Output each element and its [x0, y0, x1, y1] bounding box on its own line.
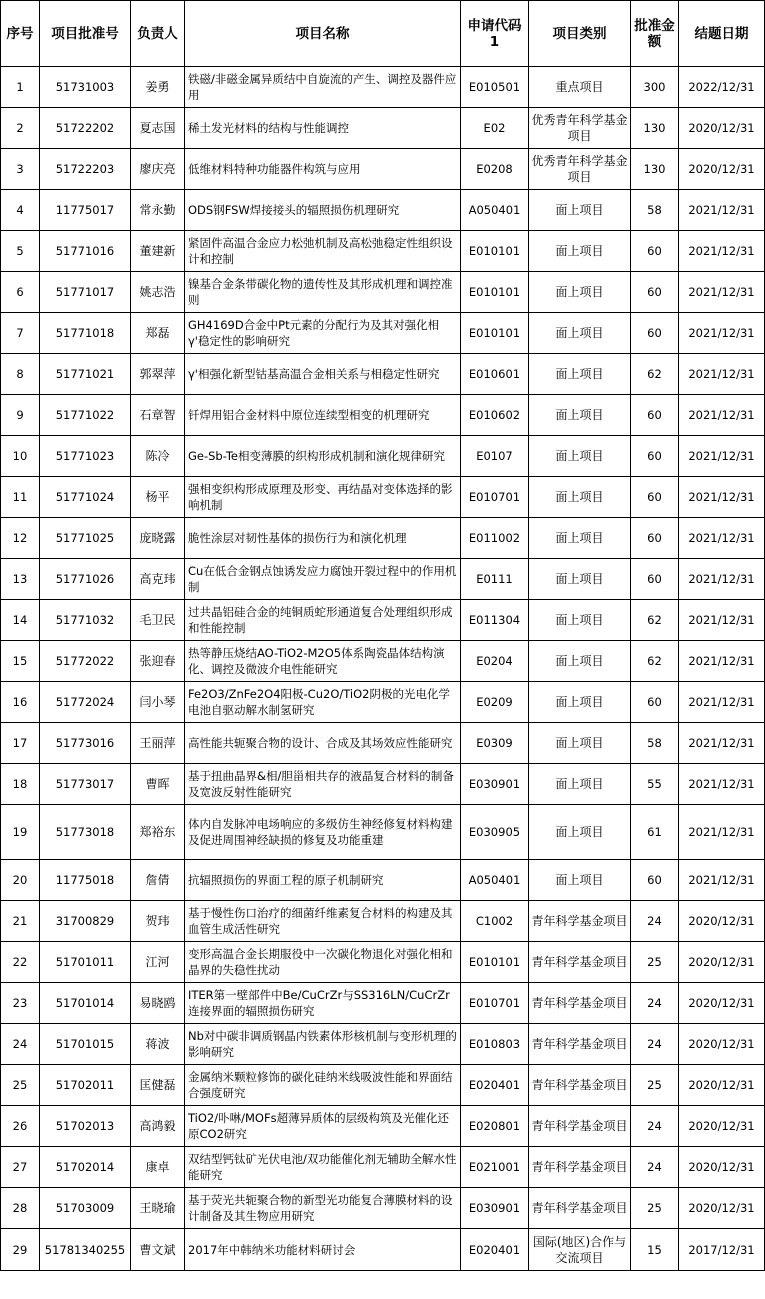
- header-approval-no: 项目批准号: [40, 1, 131, 67]
- cell-approval-no: 51771018: [40, 313, 131, 354]
- cell-seq: 20: [1, 860, 40, 901]
- table-row: [1, 723, 765, 764]
- cell-end-date: 2020/12/31: [679, 108, 765, 149]
- cell-approval-no: 51771024: [40, 477, 131, 518]
- cell-seq: 21: [1, 901, 40, 942]
- cell-amount: 58: [631, 723, 679, 764]
- cell-project-name: 高性能共轭聚合物的设计、合成及其场效应性能研究: [185, 723, 461, 764]
- cell-amount: 300: [631, 67, 679, 108]
- cell-amount: 60: [631, 559, 679, 600]
- cell-code: E011002: [461, 518, 529, 559]
- cell-project-name: 变形高温合金长期服役中一次碳化物退化对强化相和晶界的失稳性扰动: [185, 942, 461, 983]
- cell-end-date: 2021/12/31: [679, 190, 765, 231]
- table-row: [1, 272, 765, 313]
- cell-end-date: 2020/12/31: [679, 901, 765, 942]
- header-code: 申请代码1: [461, 1, 529, 67]
- cell-project-name: ODS钢FSW焊接接头的辐照损伤机理研究: [185, 190, 461, 231]
- cell-code: E010101: [461, 272, 529, 313]
- cell-amount: 60: [631, 477, 679, 518]
- table-row: [1, 149, 765, 190]
- cell-code: E010101: [461, 313, 529, 354]
- cell-owner: 高克玮: [131, 559, 185, 600]
- cell-approval-no: 51773016: [40, 723, 131, 764]
- table-row: [1, 1024, 765, 1065]
- cell-end-date: 2021/12/31: [679, 354, 765, 395]
- table-row: [1, 108, 765, 149]
- cell-amount: 60: [631, 272, 679, 313]
- cell-code: E0209: [461, 682, 529, 723]
- cell-seq: 29: [1, 1229, 40, 1271]
- table-row: [1, 641, 765, 682]
- table-row: [1, 983, 765, 1024]
- cell-code: E020401: [461, 1229, 529, 1271]
- cell-end-date: 2021/12/31: [679, 231, 765, 272]
- cell-project-name: 基于慢性伤口治疗的细菌纤维素复合材料的构建及其血管生成活性研究: [185, 901, 461, 942]
- cell-end-date: 2020/12/31: [679, 1147, 765, 1188]
- cell-approval-no: 51771017: [40, 272, 131, 313]
- cell-category: 青年科学基金项目: [529, 983, 631, 1024]
- cell-approval-no: 51771022: [40, 395, 131, 436]
- cell-amount: 60: [631, 518, 679, 559]
- cell-code: E020401: [461, 1065, 529, 1106]
- cell-category: 面上项目: [529, 860, 631, 901]
- cell-project-name: TiO2/卟啉/MOFs超薄异质体的层级构筑及光催化还原CO2研究: [185, 1106, 461, 1147]
- cell-owner: 康卓: [131, 1147, 185, 1188]
- cell-approval-no: 51773017: [40, 764, 131, 805]
- cell-seq: 18: [1, 764, 40, 805]
- cell-end-date: 2021/12/31: [679, 518, 765, 559]
- header-amount: 批准金额: [631, 1, 679, 67]
- cell-owner: 曹晖: [131, 764, 185, 805]
- cell-code: E010803: [461, 1024, 529, 1065]
- cell-amount: 130: [631, 149, 679, 190]
- cell-end-date: 2021/12/31: [679, 682, 765, 723]
- cell-category: 面上项目: [529, 395, 631, 436]
- cell-category: 面上项目: [529, 805, 631, 860]
- cell-seq: 28: [1, 1188, 40, 1229]
- cell-amount: 25: [631, 1065, 679, 1106]
- cell-category: 青年科学基金项目: [529, 901, 631, 942]
- header-end-date: 结题日期: [679, 1, 765, 67]
- cell-category: 面上项目: [529, 477, 631, 518]
- cell-approval-no: 51771023: [40, 436, 131, 477]
- cell-end-date: 2021/12/31: [679, 436, 765, 477]
- cell-code: E010101: [461, 942, 529, 983]
- table-row: [1, 231, 765, 272]
- cell-category: 面上项目: [529, 313, 631, 354]
- cell-approval-no: 51771016: [40, 231, 131, 272]
- cell-project-name: 低维材料特种功能器件构筑与应用: [185, 149, 461, 190]
- table-body: [1, 67, 765, 1271]
- cell-end-date: 2021/12/31: [679, 559, 765, 600]
- cell-seq: 14: [1, 600, 40, 641]
- cell-category: 青年科学基金项目: [529, 1147, 631, 1188]
- cell-project-name: 稀土发光材料的结构与性能调控: [185, 108, 461, 149]
- cell-seq: 10: [1, 436, 40, 477]
- cell-end-date: 2020/12/31: [679, 1106, 765, 1147]
- cell-approval-no: 31700829: [40, 901, 131, 942]
- cell-project-name: Nb对中碳非调质钢晶内铁素体形核机制与变形机理的影响研究: [185, 1024, 461, 1065]
- cell-amount: 60: [631, 313, 679, 354]
- cell-end-date: 2017/12/31: [679, 1229, 765, 1271]
- cell-code: E010601: [461, 354, 529, 395]
- cell-end-date: 2022/12/31: [679, 67, 765, 108]
- cell-seq: 13: [1, 559, 40, 600]
- cell-approval-no: 51722202: [40, 108, 131, 149]
- cell-owner: 石章智: [131, 395, 185, 436]
- cell-seq: 24: [1, 1024, 40, 1065]
- cell-owner: 董建新: [131, 231, 185, 272]
- cell-project-name: 2017年中韩纳米功能材料研讨会: [185, 1229, 461, 1271]
- cell-code: E030901: [461, 764, 529, 805]
- cell-owner: 廖庆亮: [131, 149, 185, 190]
- cell-code: E0111: [461, 559, 529, 600]
- cell-project-name: γ'相强化新型钴基高温合金相关系与相稳定性研究: [185, 354, 461, 395]
- cell-seq: 11: [1, 477, 40, 518]
- cell-approval-no: 51731003: [40, 67, 131, 108]
- cell-amount: 25: [631, 942, 679, 983]
- cell-project-name: 抗辐照损伤的界面工程的原子机制研究: [185, 860, 461, 901]
- cell-approval-no: 51702011: [40, 1065, 131, 1106]
- cell-amount: 24: [631, 1147, 679, 1188]
- cell-amount: 24: [631, 1024, 679, 1065]
- cell-amount: 60: [631, 231, 679, 272]
- cell-amount: 60: [631, 436, 679, 477]
- cell-owner: 夏志国: [131, 108, 185, 149]
- table-row: [1, 354, 765, 395]
- table-row: [1, 682, 765, 723]
- cell-code: E02: [461, 108, 529, 149]
- cell-code: C1002: [461, 901, 529, 942]
- cell-project-name: GH4169D合金中Pt元素的分配行为及其对强化相γ'稳定性的影响研究: [185, 313, 461, 354]
- table-row: [1, 477, 765, 518]
- table-row: [1, 559, 765, 600]
- cell-end-date: 2020/12/31: [679, 1065, 765, 1106]
- cell-approval-no: 51771032: [40, 600, 131, 641]
- cell-owner: 闫小琴: [131, 682, 185, 723]
- cell-code: A050401: [461, 860, 529, 901]
- cell-seq: 15: [1, 641, 40, 682]
- table-row: [1, 805, 765, 860]
- cell-code: E010701: [461, 477, 529, 518]
- cell-amount: 25: [631, 1188, 679, 1229]
- cell-owner: 陈冷: [131, 436, 185, 477]
- cell-end-date: 2021/12/31: [679, 600, 765, 641]
- table-row: [1, 395, 765, 436]
- cell-amount: 62: [631, 354, 679, 395]
- cell-end-date: 2021/12/31: [679, 764, 765, 805]
- cell-approval-no: 51722203: [40, 149, 131, 190]
- table-row: [1, 1106, 765, 1147]
- cell-category: 面上项目: [529, 272, 631, 313]
- table-row: [1, 860, 765, 901]
- cell-end-date: 2020/12/31: [679, 1024, 765, 1065]
- cell-category: 面上项目: [529, 518, 631, 559]
- header-seq: 序号: [1, 1, 40, 67]
- table-row: [1, 764, 765, 805]
- cell-category: 面上项目: [529, 641, 631, 682]
- cell-category: 重点项目: [529, 67, 631, 108]
- cell-end-date: 2020/12/31: [679, 942, 765, 983]
- table-row: [1, 600, 765, 641]
- cell-code: E0208: [461, 149, 529, 190]
- cell-seq: 2: [1, 108, 40, 149]
- cell-approval-no: 51771026: [40, 559, 131, 600]
- cell-seq: 26: [1, 1106, 40, 1147]
- cell-seq: 19: [1, 805, 40, 860]
- cell-owner: 杨平: [131, 477, 185, 518]
- cell-end-date: 2021/12/31: [679, 272, 765, 313]
- cell-approval-no: 51771021: [40, 354, 131, 395]
- cell-approval-no: 51781340255: [40, 1229, 131, 1271]
- cell-amount: 60: [631, 395, 679, 436]
- cell-project-name: Cu在低合金钢点蚀诱发应力腐蚀开裂过程中的作用机制: [185, 559, 461, 600]
- cell-code: E030905: [461, 805, 529, 860]
- cell-owner: 常永勤: [131, 190, 185, 231]
- cell-amount: 58: [631, 190, 679, 231]
- cell-end-date: 2021/12/31: [679, 860, 765, 901]
- cell-seq: 16: [1, 682, 40, 723]
- cell-project-name: Fe2O3/ZnFe2O4阳极-Cu2O/TiO2阴极的光电化学电池自驱动解水制氢研究: [185, 682, 461, 723]
- cell-category: 面上项目: [529, 190, 631, 231]
- cell-owner: 蒋波: [131, 1024, 185, 1065]
- cell-approval-no: 51701015: [40, 1024, 131, 1065]
- cell-amount: 60: [631, 860, 679, 901]
- cell-owner: 张迎春: [131, 641, 185, 682]
- cell-amount: 24: [631, 983, 679, 1024]
- cell-project-name: 过共晶铝硅合金的纯铜质蛇形通道复合处理组织形成和性能控制: [185, 600, 461, 641]
- cell-owner: 匡健磊: [131, 1065, 185, 1106]
- cell-end-date: 2021/12/31: [679, 313, 765, 354]
- cell-category: 青年科学基金项目: [529, 1106, 631, 1147]
- cell-project-name: 体内自发脉冲电场响应的多级仿生神经修复材料构建及促进周围神经缺损的修复及功能重建: [185, 805, 461, 860]
- cell-project-name: ITER第一壁部件中Be/CuCrZr与SS316LN/CuCrZr连接界面的辐照损伤研究: [185, 983, 461, 1024]
- cell-owner: 庞晓露: [131, 518, 185, 559]
- cell-code: E010501: [461, 67, 529, 108]
- cell-amount: 55: [631, 764, 679, 805]
- cell-category: 优秀青年科学基金项目: [529, 149, 631, 190]
- table-row: [1, 190, 765, 231]
- cell-approval-no: 51702013: [40, 1106, 131, 1147]
- cell-owner: 高鸿毅: [131, 1106, 185, 1147]
- cell-code: E010602: [461, 395, 529, 436]
- cell-seq: 25: [1, 1065, 40, 1106]
- cell-approval-no: 51701011: [40, 942, 131, 983]
- table-row: [1, 1147, 765, 1188]
- cell-approval-no: 51702014: [40, 1147, 131, 1188]
- cell-owner: 郑裕东: [131, 805, 185, 860]
- cell-end-date: 2020/12/31: [679, 983, 765, 1024]
- cell-owner: 曹文斌: [131, 1229, 185, 1271]
- cell-end-date: 2020/12/31: [679, 1188, 765, 1229]
- cell-amount: 61: [631, 805, 679, 860]
- cell-seq: 6: [1, 272, 40, 313]
- cell-project-name: 钎焊用铝合金材料中原位连续型相变的机理研究: [185, 395, 461, 436]
- table-row: [1, 313, 765, 354]
- cell-project-name: 铁磁/非磁金属异质结中自旋流的产生、调控及器件应用: [185, 67, 461, 108]
- cell-approval-no: 11775017: [40, 190, 131, 231]
- cell-category: 国际(地区)合作与交流项目: [529, 1229, 631, 1271]
- cell-owner: 贺玮: [131, 901, 185, 942]
- cell-end-date: 2021/12/31: [679, 477, 765, 518]
- table-row: [1, 67, 765, 108]
- cell-approval-no: 51772022: [40, 641, 131, 682]
- cell-owner: 姚志浩: [131, 272, 185, 313]
- cell-category: 青年科学基金项目: [529, 1065, 631, 1106]
- cell-code: E010701: [461, 983, 529, 1024]
- cell-project-name: 紧固件高温合金应力松弛机制及高松弛稳定性组织设计和控制: [185, 231, 461, 272]
- cell-end-date: 2021/12/31: [679, 805, 765, 860]
- cell-approval-no: 51773018: [40, 805, 131, 860]
- cell-category: 面上项目: [529, 354, 631, 395]
- table-row: [1, 1065, 765, 1106]
- cell-seq: 23: [1, 983, 40, 1024]
- cell-project-name: Ge-Sb-Te相变薄膜的织构形成机制和演化规律研究: [185, 436, 461, 477]
- table-row: [1, 1229, 765, 1271]
- table-row: [1, 518, 765, 559]
- cell-category: 面上项目: [529, 559, 631, 600]
- cell-project-name: 双结型钙钛矿光伏电池/双功能催化剂无辅助全解水性能研究: [185, 1147, 461, 1188]
- cell-code: E020801: [461, 1106, 529, 1147]
- cell-code: E030901: [461, 1188, 529, 1229]
- cell-amount: 60: [631, 682, 679, 723]
- cell-code: E011304: [461, 600, 529, 641]
- cell-project-name: 基于荧光共轭聚合物的新型光功能复合薄膜材料的设计制备及其生物应用研究: [185, 1188, 461, 1229]
- cell-category: 面上项目: [529, 231, 631, 272]
- cell-end-date: 2021/12/31: [679, 395, 765, 436]
- cell-category: 面上项目: [529, 436, 631, 477]
- cell-category: 青年科学基金项目: [529, 942, 631, 983]
- cell-category: 青年科学基金项目: [529, 1024, 631, 1065]
- cell-code: E010101: [461, 231, 529, 272]
- cell-code: A050401: [461, 190, 529, 231]
- cell-seq: 9: [1, 395, 40, 436]
- cell-amount: 62: [631, 600, 679, 641]
- cell-code: E0204: [461, 641, 529, 682]
- cell-project-name: 热等静压烧结AO-TiO2-M2O5体系陶瓷晶体结构演化、调控及微波介电性能研究: [185, 641, 461, 682]
- header-category: 项目类别: [529, 1, 631, 67]
- table-row: [1, 1188, 765, 1229]
- cell-owner: 王晓瑜: [131, 1188, 185, 1229]
- header-owner: 负责人: [131, 1, 185, 67]
- cell-owner: 郭翠萍: [131, 354, 185, 395]
- cell-project-name: 脆性涂层对韧性基体的损伤行为和演化机理: [185, 518, 461, 559]
- cell-code: E0107: [461, 436, 529, 477]
- cell-owner: 詹倩: [131, 860, 185, 901]
- cell-approval-no: 51771025: [40, 518, 131, 559]
- cell-seq: 5: [1, 231, 40, 272]
- cell-end-date: 2020/12/31: [679, 149, 765, 190]
- cell-category: 面上项目: [529, 682, 631, 723]
- cell-code: E021001: [461, 1147, 529, 1188]
- header-row: [1, 1, 765, 67]
- cell-seq: 27: [1, 1147, 40, 1188]
- cell-owner: 江河: [131, 942, 185, 983]
- cell-owner: 王丽萍: [131, 723, 185, 764]
- cell-category: 青年科学基金项目: [529, 1188, 631, 1229]
- cell-seq: 12: [1, 518, 40, 559]
- cell-seq: 3: [1, 149, 40, 190]
- cell-seq: 8: [1, 354, 40, 395]
- table-row: [1, 436, 765, 477]
- cell-approval-no: 51772024: [40, 682, 131, 723]
- cell-seq: 4: [1, 190, 40, 231]
- cell-amount: 24: [631, 901, 679, 942]
- cell-project-name: 镍基合金条带碳化物的遗传性及其形成机理和调控准则: [185, 272, 461, 313]
- header-name: 项目名称: [185, 1, 461, 67]
- cell-end-date: 2021/12/31: [679, 723, 765, 764]
- cell-end-date: 2021/12/31: [679, 641, 765, 682]
- cell-owner: 郑磊: [131, 313, 185, 354]
- cell-seq: 17: [1, 723, 40, 764]
- cell-owner: 毛卫民: [131, 600, 185, 641]
- cell-amount: 15: [631, 1229, 679, 1271]
- cell-project-name: 强相变织构形成原理及形变、再结晶对变体选择的影响机制: [185, 477, 461, 518]
- cell-seq: 22: [1, 942, 40, 983]
- cell-owner: 姜勇: [131, 67, 185, 108]
- cell-category: 面上项目: [529, 600, 631, 641]
- cell-approval-no: 51703009: [40, 1188, 131, 1229]
- cell-amount: 62: [631, 641, 679, 682]
- cell-amount: 24: [631, 1106, 679, 1147]
- cell-amount: 130: [631, 108, 679, 149]
- table-row: [1, 901, 765, 942]
- cell-category: 优秀青年科学基金项目: [529, 108, 631, 149]
- cell-approval-no: 11775018: [40, 860, 131, 901]
- cell-code: E0309: [461, 723, 529, 764]
- table-row: [1, 942, 765, 983]
- cell-project-name: 金属纳米颗粒修饰的碳化硅纳米线吸波性能和界面结合强度研究: [185, 1065, 461, 1106]
- cell-seq: 7: [1, 313, 40, 354]
- cell-project-name: 基于扭曲晶界&相/胆甾相共存的液晶复合材料的制备及宽波反射性能研究: [185, 764, 461, 805]
- cell-seq: 1: [1, 67, 40, 108]
- cell-category: 面上项目: [529, 723, 631, 764]
- cell-category: 面上项目: [529, 764, 631, 805]
- cell-owner: 易晓鸥: [131, 983, 185, 1024]
- cell-approval-no: 51701014: [40, 983, 131, 1024]
